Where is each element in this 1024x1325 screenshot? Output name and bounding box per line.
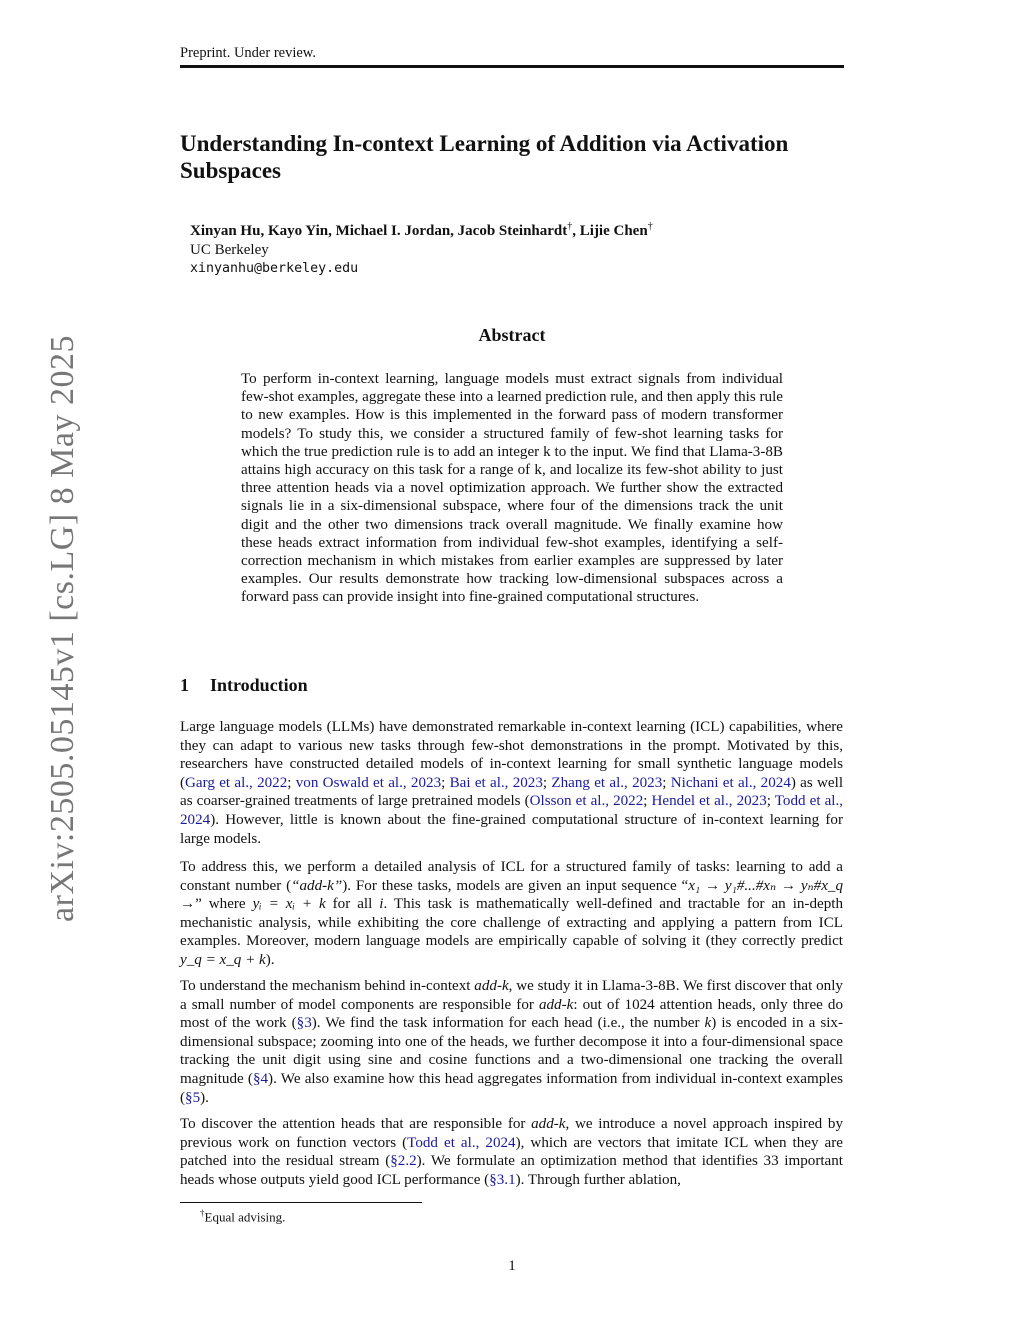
text: ). However, little is known about the fine-grained computational structure of in-context learning for large models.: [180, 811, 843, 847]
section-ref-link[interactable]: §2.2: [390, 1153, 417, 1170]
text: . This task is mathematically well-defined and tractable for an in-depth mechanistic analysis, while exhibiting the core challenge of extracting and applying a pattern from ICL examples. Moreover, modern language models are empirically capable of solving it (they correctly predict: [180, 896, 843, 950]
text: ). We find the task information for each head (i.e., the number: [311, 1015, 705, 1032]
paragraph-4: [180, 1115, 843, 1189]
citation-link[interactable]: Hendel et al., 2023: [651, 793, 767, 810]
task-name: “add-k”: [291, 877, 343, 894]
author-list: [190, 221, 653, 240]
math-expression: y_q = x_q + k: [180, 951, 266, 968]
footnote-rule: [180, 1202, 422, 1203]
text: ” where: [195, 896, 253, 913]
text: ).: [200, 1089, 209, 1106]
text: ;: [766, 793, 775, 810]
author-email[interactable]: xinyanhu@berkeley.edu: [190, 261, 359, 276]
running-header: Preprint. Under review.: [180, 45, 316, 61]
text: Large language models (LLMs) have demonstrated remarkable in-context learning (ICL) capabilities, where they can adapt to various new tasks through few-shot demonstrations in the prompt. Motivated by this, researchers have constructed detailed models of in-context learning for small synthetic language models (: [180, 719, 843, 791]
citation-link[interactable]: Bai et al., 2023: [449, 774, 543, 791]
text: To address this, we perform a detailed analysis of ICL for a structured family of tasks: learning to add a constant number (: [180, 859, 843, 894]
arxiv-identifier-stamp: arXiv:2505.05145v1 [cs.LG] 8 May 2025: [44, 335, 81, 922]
text: ). We formulate an optimization method that identifies 33 important heads whose outputs yield good ICL performance (: [180, 1153, 843, 1188]
authors-part-1: Xinyan Hu, Kayo Yin, Michael I. Jordan, Jacob Steinhardt: [190, 223, 568, 239]
section-heading: [180, 675, 308, 696]
task-name: add-k: [538, 996, 574, 1013]
citation-link[interactable]: Nichani et al., 2024: [670, 774, 791, 791]
math-expression: yᵢ = xᵢ + k: [252, 896, 326, 913]
task-name: add-k: [474, 978, 509, 994]
footnote: [200, 1208, 285, 1225]
citation-link[interactable]: Garg et al., 2022: [185, 774, 288, 791]
text: ). For these tasks, models are given an input sequence “: [342, 877, 689, 894]
text: ) as well as coarser-grained treatments of large pretrained models (: [180, 774, 844, 810]
math-expression: x₁ → y₁#...#xₙ → yₙ#x_q →: [180, 877, 844, 913]
abstract-heading: Abstract: [478, 325, 546, 345]
citation-link[interactable]: Olsson et al., 2022: [529, 793, 644, 810]
citation-link[interactable]: Todd et al., 2024: [180, 793, 844, 828]
section-ref-link[interactable]: §4: [252, 1070, 269, 1087]
affiliation: UC Berkeley: [190, 242, 269, 258]
text: : out of 1024 attention heads, only three do most of the work (: [180, 996, 843, 1032]
page-number: 1: [508, 1258, 516, 1274]
section-ref-link[interactable]: §5: [185, 1089, 201, 1106]
section-ref-link[interactable]: §3.1: [489, 1171, 516, 1188]
math-expression: k: [704, 1015, 712, 1032]
citation-link[interactable]: Todd et al., 2024: [407, 1134, 516, 1151]
text: for all: [325, 896, 380, 913]
abstract-text: To perform in-context learning, language models must extract signals from individual few-shot examples, aggregate these into a learned prediction rule, and then apply this rule to new examples. How is this implemented in the forward pass of modern transformer models? To study this, we consider a structured family of few-shot learning tasks for which the true prediction rule is to add an integer k to the input. We find that Llama-3-8B attains high accuracy on this task for a range of k, and localize its few-shot ability to just three attention heads via a novel optimization approach. We further show the extracted signals lie in a six-dimensional subspace, where four of the dimensions track the unit digit and the other two dimensions track overall magnitude. We finally examine how these heads extract information from individual few-shot examples, identifying a self-correction mechanism in which mistakes from earlier examples are suppressed by later examples. Our results demonstrate how tracking low-dimensional subspaces across a forward pass can provide insight into fine-grained computational structures.: [241, 371, 783, 606]
equal-advising-mark: †: [567, 221, 573, 232]
section-title: Introduction: [210, 675, 308, 695]
text: ;: [542, 774, 552, 791]
header-rule: [180, 65, 844, 68]
text: ;: [287, 774, 296, 791]
text: To discover the attention heads that are responsible for: [180, 1116, 532, 1132]
section-ref-link[interactable]: §3: [296, 1015, 312, 1032]
citation-link[interactable]: Zhang et al., 2023: [551, 774, 663, 791]
footnote-mark: †: [200, 1208, 205, 1218]
text: ;: [441, 774, 450, 791]
paper-title: Understanding In-context Learning of Addition via Activation Subspaces: [180, 131, 789, 183]
text: ), which are vectors that imitate ICL when they are patched into the residual stream (: [180, 1134, 843, 1170]
paragraph-2: [180, 858, 843, 970]
text: ) is encoded in a six-dimensional subspace; zooming into one of the heads, we further decompose it into a four-dimensional space tracking the unit digit using sine and cosine functions and a two-dimensional one tracking the overall magnitude (: [180, 1015, 843, 1087]
text: ).: [265, 951, 275, 968]
text: , we introduce a novel approach inspired by previous work on function vectors (: [180, 1116, 843, 1151]
text: , we study it in Llama-3-8B. We first discover that only a small number of model components are responsible for: [180, 978, 843, 1013]
citation-link[interactable]: von Oswald et al., 2023: [295, 774, 442, 791]
math-expression: i: [379, 896, 384, 913]
text: To understand the mechanism behind in-context: [180, 978, 475, 994]
text: ;: [662, 774, 671, 791]
footnote-text: Equal advising.: [204, 1209, 286, 1225]
section-number: 1: [180, 675, 189, 695]
equal-advising-mark: †: [647, 221, 653, 232]
paragraph-3: [180, 977, 843, 1107]
text: ). We also examine how this head aggregates information from individual in-context examples (: [180, 1070, 844, 1106]
paragraph-1: [180, 718, 843, 848]
text: ). Through further ablation,: [515, 1171, 681, 1188]
task-name: add-k: [531, 1116, 566, 1132]
text: ;: [643, 793, 652, 810]
authors-part-2: , Lijie Chen: [572, 223, 648, 239]
